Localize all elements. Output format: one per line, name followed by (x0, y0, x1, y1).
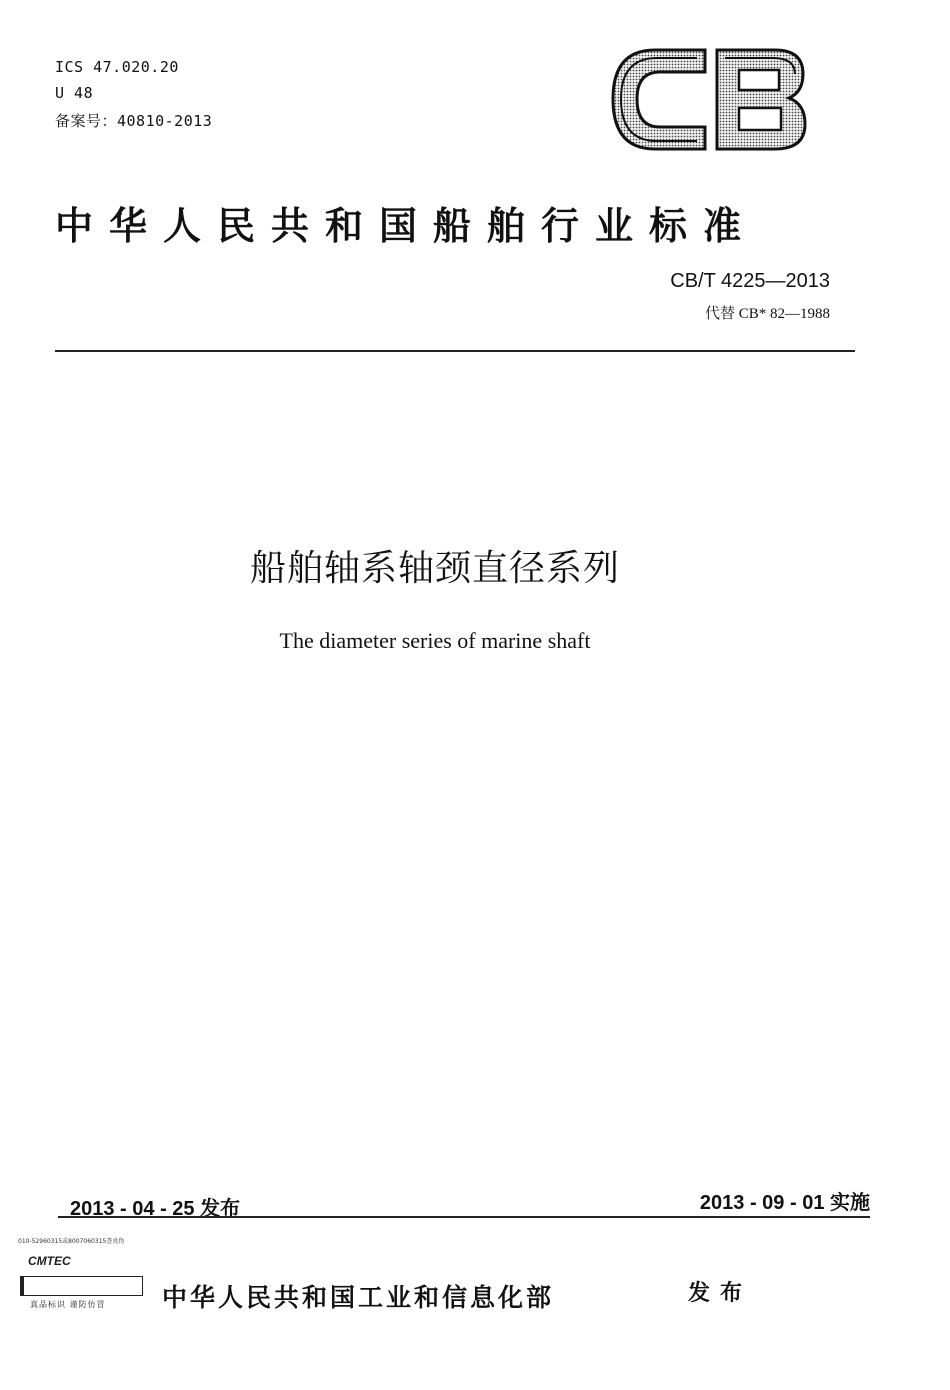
stamp-hologram-box (20, 1276, 143, 1296)
document-title-chinese: 船舶轴系轴颈直径系列 (249, 548, 620, 589)
top-divider (55, 350, 855, 352)
anti-counterfeit-stamp (18, 1236, 148, 1316)
bottom-divider (58, 1216, 870, 1218)
publisher-name: 中华人民共和国工业和信息化部 (162, 1283, 555, 1312)
standard-number: CB/T 4225—2013 (670, 270, 830, 292)
publish-label: 发布 (688, 1281, 753, 1306)
ics-code: ICS 47.020.20 (55, 58, 179, 76)
implementation-date: 2013 - 09 - 01 实施 (699, 1192, 870, 1214)
filing-number: 备案号：40810-2013 (55, 112, 213, 130)
classification-code: U 48 (55, 84, 94, 102)
industry-standard-title: 中华人民共和国船舶行业标准 (55, 204, 758, 248)
issue-date: 2013 - 04 - 25 发布 (70, 1198, 241, 1220)
stamp-caption: 真品标识 谨防仿冒 (30, 1300, 106, 1309)
document-title-english: The diameter series of marine shaft (279, 628, 591, 653)
stamp-logo: CMTEC (28, 1254, 71, 1268)
replaces-standard: 代替 CB* 82—1988 (704, 306, 830, 322)
cb-logo-icon (605, 42, 810, 157)
stamp-verification-code: 010-52960315或8007060315查真伪 (18, 1238, 125, 1245)
